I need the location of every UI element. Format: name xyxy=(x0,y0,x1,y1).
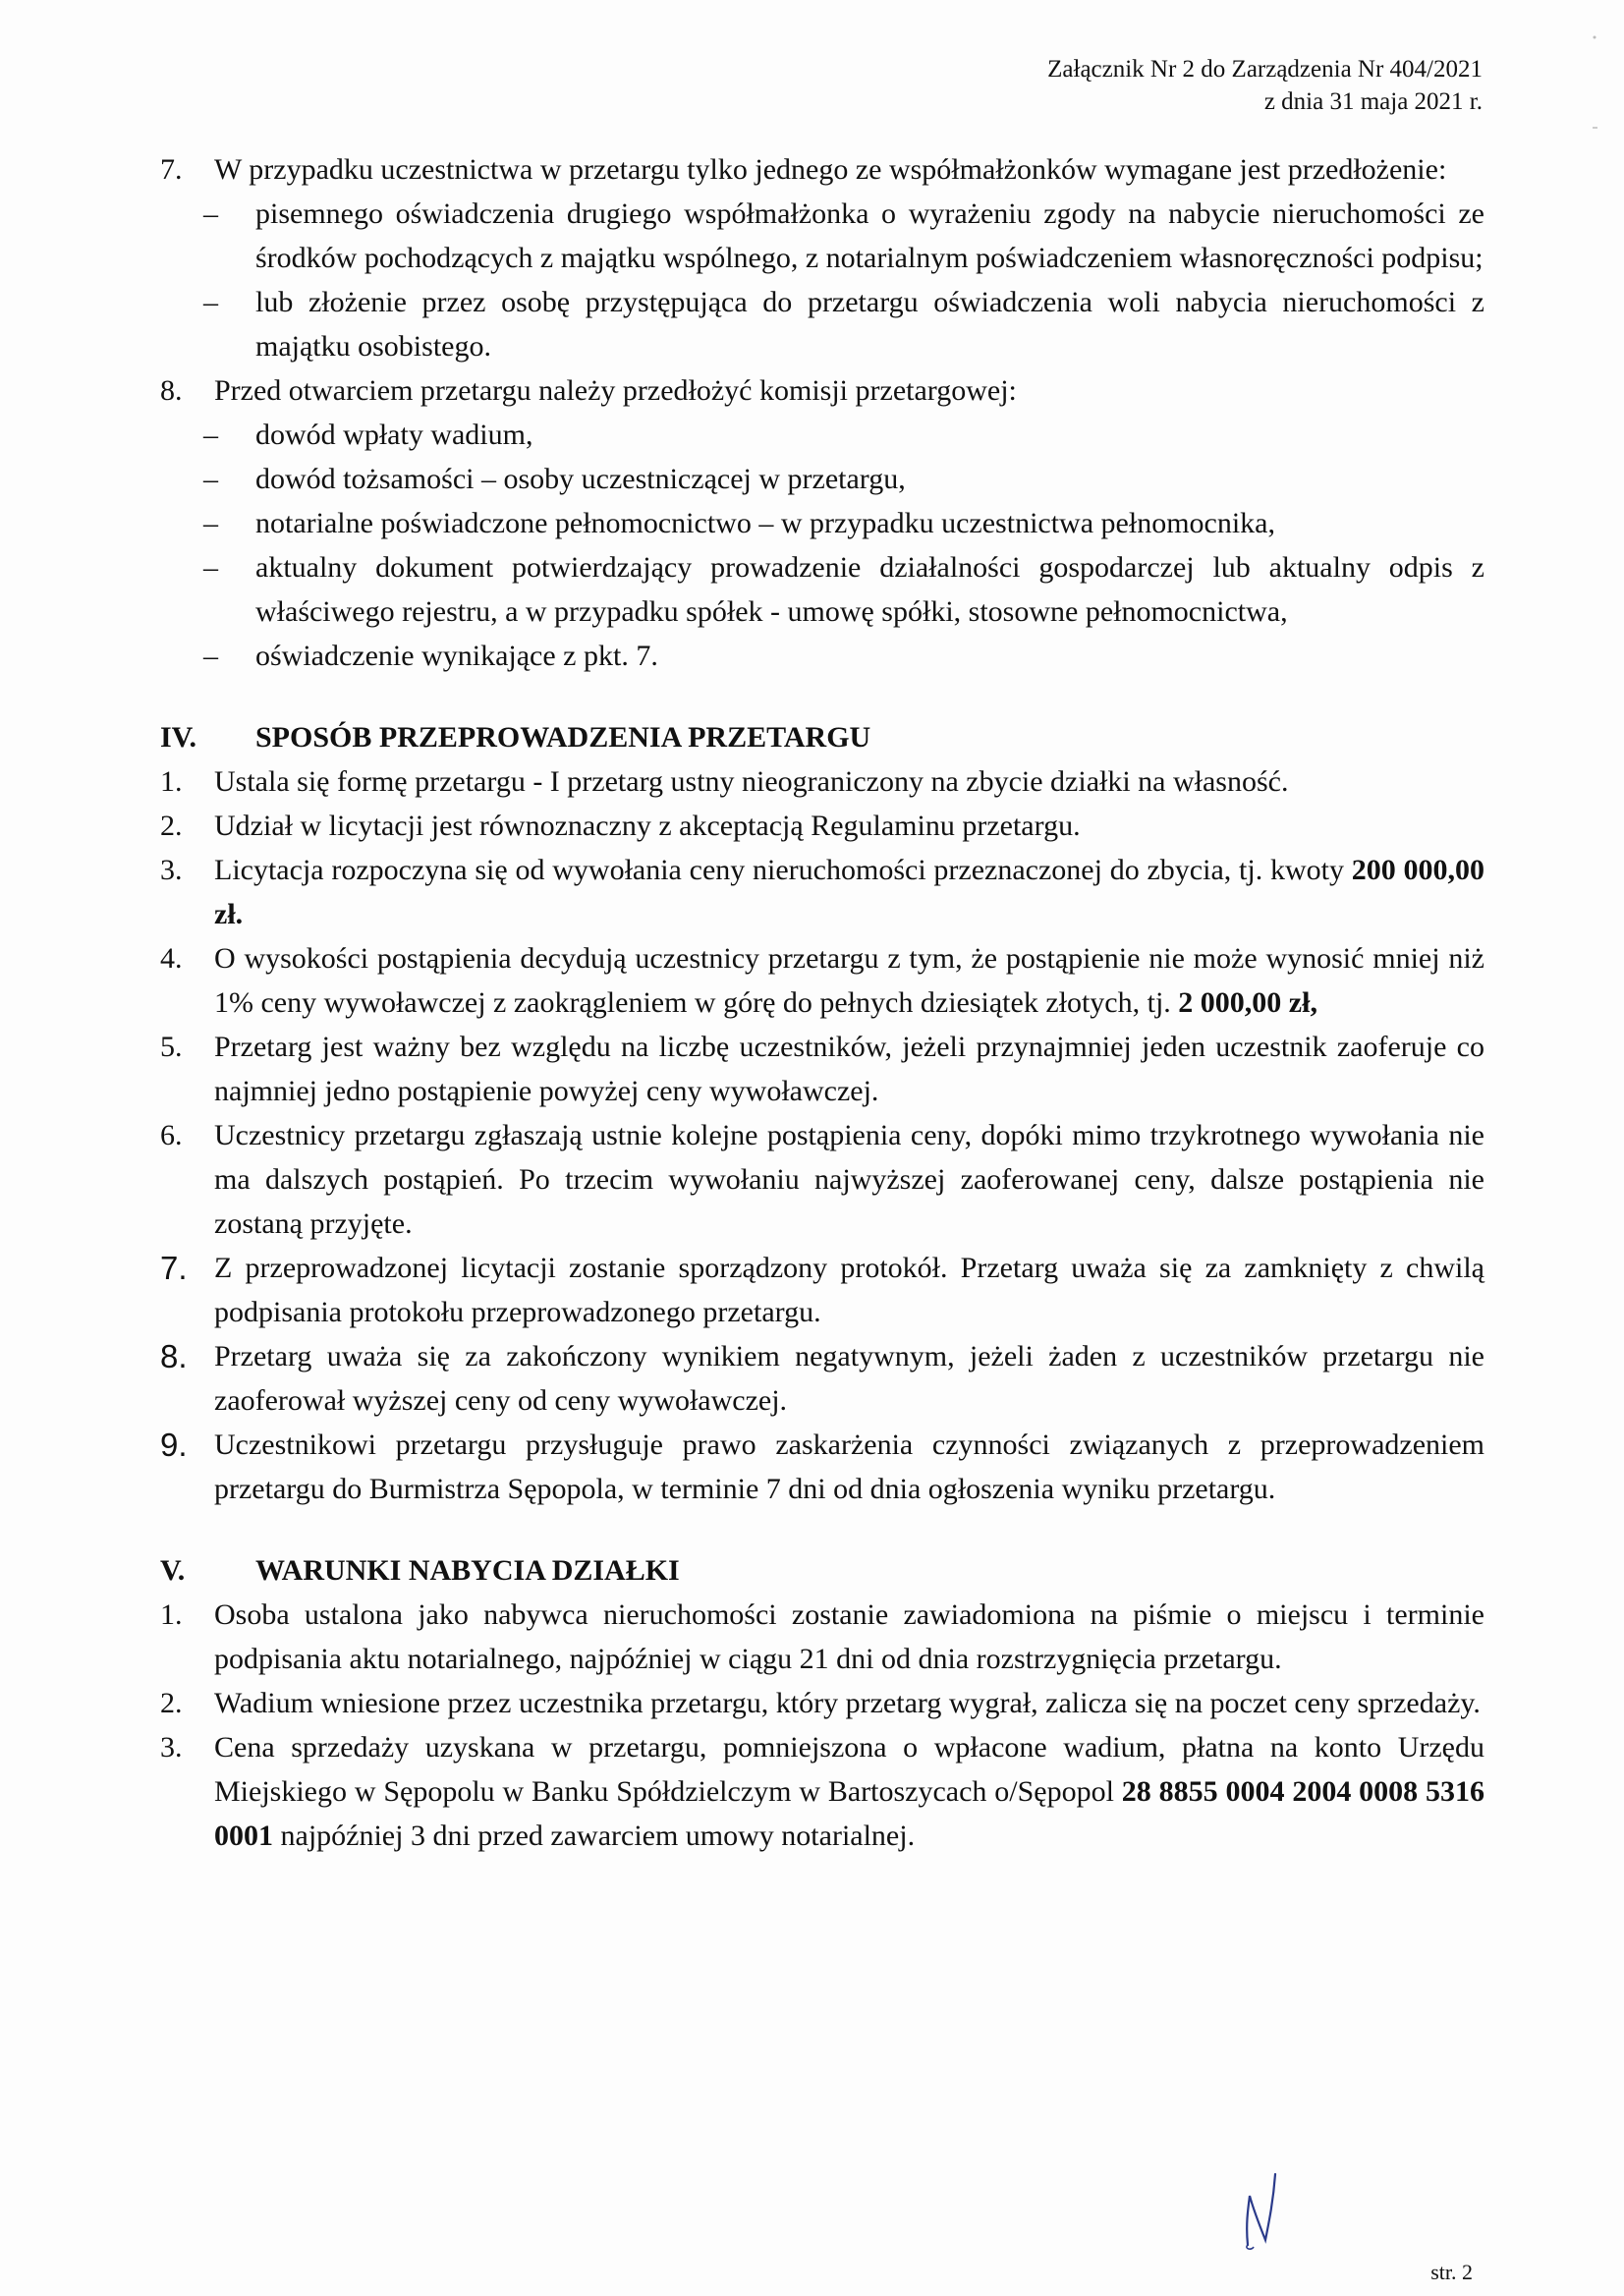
item-text: Uczestnikowi przetargu przysługuje prawo zaskarżenia czynności związanych z przeprowadzeniem przetargu do Burmistrza Sępopola, w terminie 7 dni od dnia ogłoszenia wyniku przetargu. xyxy=(214,1428,1484,1505)
list-item xyxy=(160,1246,1484,1334)
item-text: Cena sprzedaży uzyskana w przetargu, pomniejszona o wpłacone wadium, płatna na konto Urzędu Miejskiego w Sępopolu w Banku Spółdzielczym w Bartoszycach o/Sępopol xyxy=(214,1731,1484,1808)
item-text: Wadium wniesione przez uczestnika przetargu, który przetarg wygrał, zalicza się na poczet ceny sprzedaży. xyxy=(214,1687,1481,1719)
sub-item xyxy=(160,192,1484,280)
section-number: IV. xyxy=(160,721,196,754)
item-text-tail: najpóźniej 3 dni przed zawarciem umowy notarialnej. xyxy=(273,1820,916,1852)
dash-bullet: – xyxy=(203,463,218,495)
item-text: Uczestnicy przetargu zgłaszają ustnie kolejne postąpienia ceny, dopóki mimo trzykrotnego wywołania nie ma dalszych postąpień. Po trzecim wywołaniu najwyższej zaoferowanej ceny, dalsze postąpienia nie zostaną przyjęte. xyxy=(214,1119,1484,1240)
item-number: 3. xyxy=(160,854,183,886)
dash-bullet: – xyxy=(203,286,218,318)
item-text: Przetarg uważa się za zakończony wynikiem negatywnym, jeżeli żaden z uczestników przetargu nie zaoferował wyższej ceny od ceny wywoławczej. xyxy=(214,1340,1484,1417)
sub-item xyxy=(160,501,1484,545)
sub-item-text: lub złożenie przez osobę przystępująca do przetargu oświadczenia woli nabycia nieruchomości z majątku osobistego. xyxy=(255,286,1484,363)
section-heading-iv xyxy=(160,715,1484,759)
dash-bullet: – xyxy=(203,551,218,584)
list-item xyxy=(160,1681,1484,1725)
list-item xyxy=(160,1025,1484,1113)
section-title: SPOSÓB PRZEPROWADZENIA PRZETARGU xyxy=(255,721,871,754)
item-number: 7. xyxy=(160,153,183,186)
list-item xyxy=(160,1334,1484,1423)
sub-item xyxy=(160,545,1484,634)
bid-increment: 2 000,00 zł xyxy=(1178,986,1311,1019)
list-item-7 xyxy=(160,147,1484,192)
sub-item-text: oświadczenie wynikające z pkt. 7. xyxy=(255,640,658,672)
page-number: str. 2 xyxy=(1430,2260,1473,2284)
document-body xyxy=(160,147,1484,1858)
item-text: Ustala się formę przetargu - I przetarg ustny nieograniczony na zbycie działki na własność. xyxy=(214,765,1289,798)
sub-item-text: dowód wpłaty wadium, xyxy=(255,419,533,451)
item-number: 4. xyxy=(160,942,183,975)
sub-item-text: notarialne poświadczone pełnomocnictwo – w przypadku uczestnictwa pełnomocnika, xyxy=(255,507,1275,539)
sub-item-text: pisemnego oświadczenia drugiego współmałżonka o wyrażeniu zgody na nabycie nieruchomości ze środków pochodzących z majątku wspólnego, z notarialnym poświadczeniem własnoręczności podpisu; xyxy=(255,197,1484,274)
item-number: 8. xyxy=(160,1338,188,1374)
sub-item-text: aktualny dokument potwierdzający prowadzenie działalności gospodarczej lub aktualny odpis z właściwego rejestru, a w przypadku spółek - umowę spółki, stosowne pełnomocnictwa, xyxy=(255,551,1484,628)
sub-item xyxy=(160,413,1484,457)
item-text: Udział w licytacji jest równoznaczny z akceptacją Regulaminu przetargu. xyxy=(214,810,1081,842)
dash-bullet: – xyxy=(203,419,218,451)
list-item xyxy=(160,804,1484,848)
list-item xyxy=(160,936,1484,1025)
scan-artifact-marks xyxy=(1592,33,1597,132)
item-text-tail: , xyxy=(1310,986,1317,1019)
list-item xyxy=(160,1113,1484,1246)
list-item-8 xyxy=(160,368,1484,413)
list-item xyxy=(160,759,1484,804)
sub-item xyxy=(160,280,1484,368)
header-line-1: Załącznik Nr 2 do Zarządzenia Nr 404/2021 xyxy=(1047,56,1483,83)
list-item xyxy=(160,1593,1484,1681)
dash-bullet: – xyxy=(203,197,218,230)
attachment-header xyxy=(1047,53,1483,118)
list-item xyxy=(160,1423,1484,1511)
item-number: 1. xyxy=(160,1598,183,1631)
section-title: WARUNKI NABYCIA DZIAŁKI xyxy=(255,1554,680,1587)
header-line-2: z dnia 31 maja 2021 r. xyxy=(1263,88,1483,115)
item-number: 3. xyxy=(160,1731,183,1764)
sub-item xyxy=(160,634,1484,678)
item-number: 7. xyxy=(160,1250,188,1286)
section-heading-v xyxy=(160,1548,1484,1593)
item-text: O wysokości postąpienia decydują uczestnicy przetargu z tym, że postąpienie nie może wynosić mniej niż 1% ceny wywoławczej z zaokrągleniem w górę do pełnych dziesiątek złotych, tj. xyxy=(214,942,1484,1019)
dash-bullet: – xyxy=(203,507,218,539)
dash-bullet: – xyxy=(203,640,218,672)
bank-account-number: 28 8855 0004 2004 0008 5316 0001 xyxy=(214,1775,1484,1852)
item-text: Przed otwarciem przetargu należy przedłożyć komisji przetargowej: xyxy=(214,374,1017,407)
section-number: V. xyxy=(160,1554,186,1587)
item-text: Licytacja rozpoczyna się od wywołania ceny nieruchomości przeznaczonej do zbycia, tj. kwoty xyxy=(214,854,1352,886)
item-number: 9. xyxy=(160,1427,188,1463)
item-number: 8. xyxy=(160,374,183,407)
item-number: 6. xyxy=(160,1119,183,1151)
item-number: 2. xyxy=(160,1687,183,1719)
item-number: 2. xyxy=(160,810,183,842)
item-text: Osoba ustalona jako nabywca nieruchomości zostanie zawiadomiona na piśmie o miejscu i terminie podpisania aktu notarialnego, najpóźniej w ciągu 21 dni od dnia rozstrzygnięcia przetargu. xyxy=(214,1598,1484,1675)
handwritten-initials xyxy=(1240,2166,1289,2255)
starting-price: 200 000,00 zł. xyxy=(214,854,1485,930)
item-number: 1. xyxy=(160,765,183,798)
item-text: Przetarg jest ważny bez względu na liczbę uczestników, jeżeli przynajmniej jeden uczestnik zaoferuje co najmniej jedno postąpienie powyżej ceny wywoławczej. xyxy=(214,1031,1484,1107)
list-item xyxy=(160,848,1484,936)
list-item xyxy=(160,1725,1484,1858)
item-text: Z przeprowadzonej licytacji zostanie sporządzony protokół. Przetarg uważa się za zamknięty z chwilą podpisania protokołu przeprowadzonego przetargu. xyxy=(214,1252,1484,1328)
item-text: W przypadku uczestnictwa w przetargu tylko jednego ze współmałżonków wymagane jest przedłożenie: xyxy=(214,153,1447,186)
sub-item-text: dowód tożsamości – osoby uczestniczącej w przetargu, xyxy=(255,463,906,495)
item-number: 5. xyxy=(160,1031,183,1063)
sub-item xyxy=(160,457,1484,501)
